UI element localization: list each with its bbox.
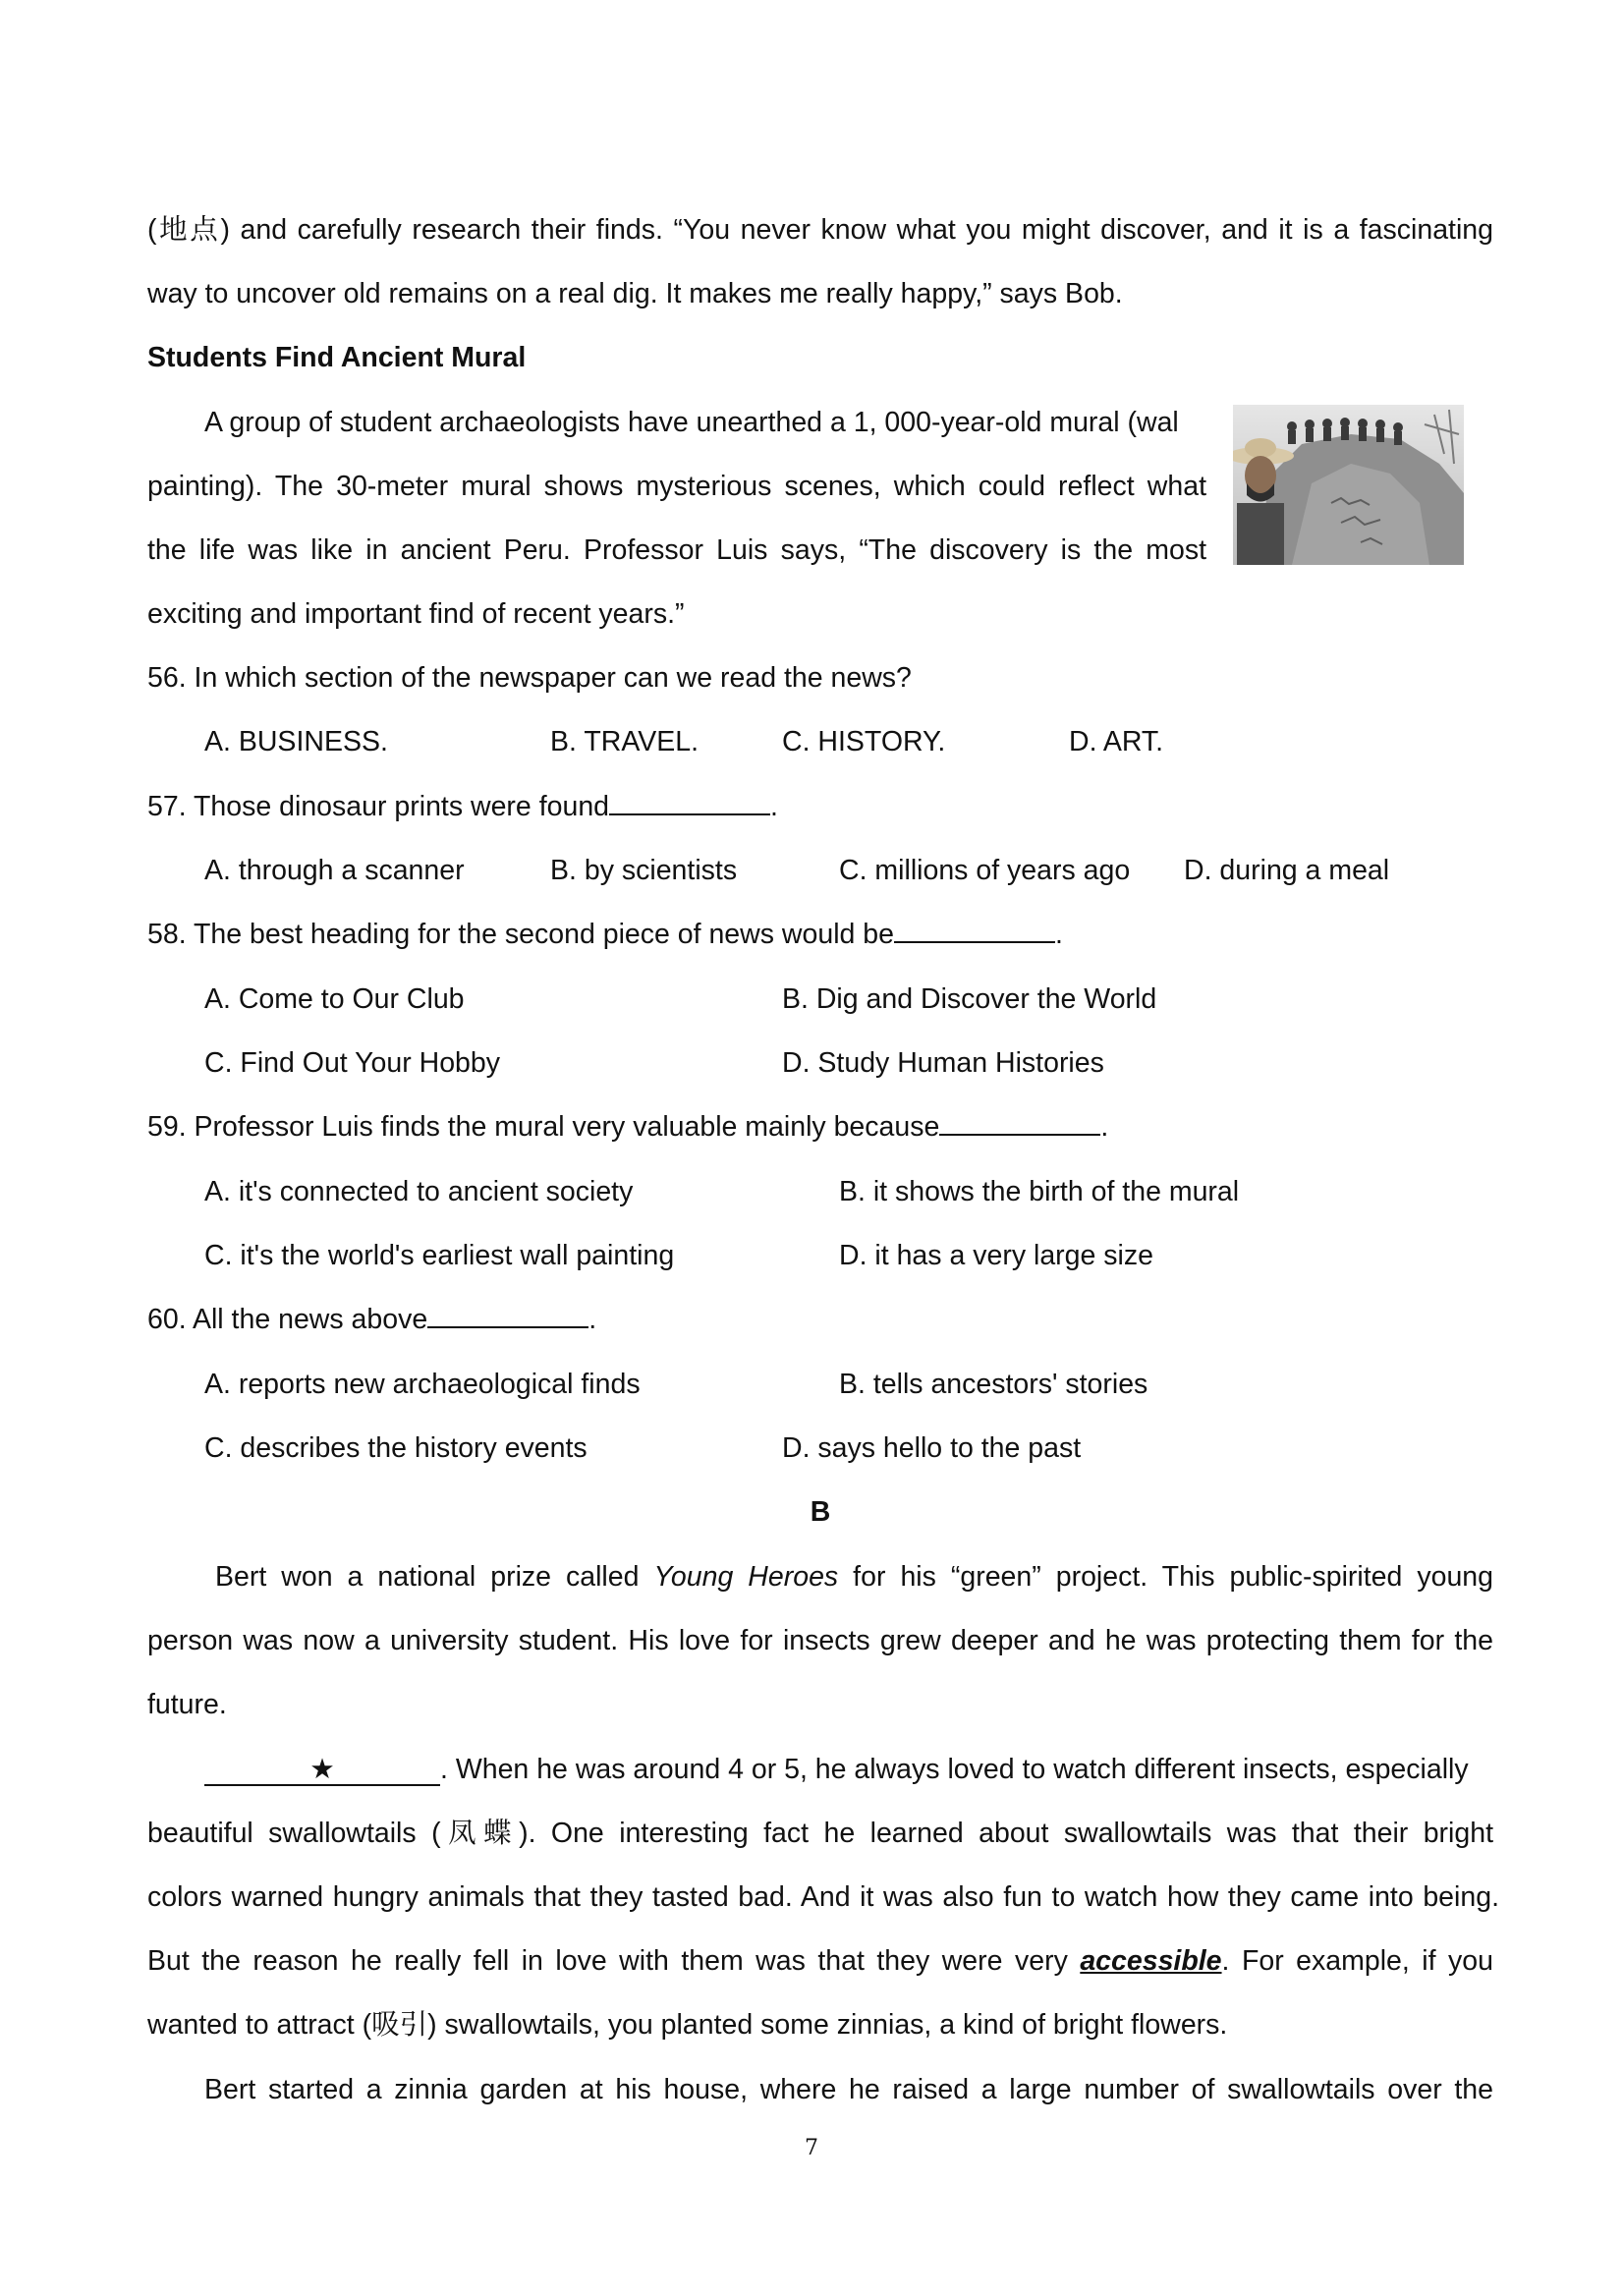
q57-option-c[interactable]: C. millions of years ago	[839, 855, 1131, 886]
question-stem-text: 57. Those dinosaur prints were found	[147, 791, 610, 822]
mural-photo	[1233, 405, 1464, 565]
text-run: But the reason he really fell in love with them was that they were very	[147, 1945, 1081, 1977]
q58-option-d[interactable]: D. Study Human Histories	[782, 1047, 1104, 1079]
q60-option-d[interactable]: D. says hello to the past	[782, 1432, 1082, 1464]
paragraph-line: way to uncover old remains on a real dig. It makes me really happy,” says Bob.	[147, 278, 1123, 309]
paragraph-line: wanted to attract (吸引) swallowtails, you planted some zinnias, a kind of bright flowers.	[147, 2009, 1228, 2041]
answer-blank[interactable]	[427, 1301, 588, 1328]
paragraph-line: colors warned hungry animals that they tasted bad. And it was also fun to watch how they came into being.	[147, 1881, 1499, 1913]
q56-option-d[interactable]: D. ART.	[1069, 726, 1164, 757]
paragraph-line: Bert started a zinnia garden at his house, where he raised a large number of swallowtails over the	[204, 2074, 1493, 2105]
q57-option-b[interactable]: B. by scientists	[550, 855, 738, 886]
question-stem-text: 59. Professor Luis finds the mural very valuable mainly because	[147, 1111, 940, 1143]
question-58-stem	[147, 915, 1493, 954]
paragraph-line	[147, 1941, 1493, 1981]
q58-option-b[interactable]: B. Dig and Discover the World	[782, 983, 1157, 1015]
paragraph-line: beautiful swallowtails (凤蝶). One interesting fact he learned about swallowtails was that their bright	[147, 1818, 1493, 1849]
q60-option-b[interactable]: B. tells ancestors' stories	[839, 1369, 1148, 1400]
star-answer-blank[interactable]	[204, 1755, 440, 1786]
paragraph-line	[204, 1750, 1493, 1789]
q57-option-a[interactable]: A. through a scanner	[204, 855, 465, 886]
answer-blank[interactable]	[939, 1108, 1100, 1136]
text-run: . When he was around 4 or 5, he always loved to watch different insects, especially	[440, 1754, 1469, 1785]
question-59-stem	[147, 1107, 1493, 1147]
question-60-stem	[147, 1300, 1493, 1339]
question-stem-end: .	[588, 1304, 597, 1335]
question-stem-text: 60. All the news above	[147, 1304, 428, 1335]
q59-option-a[interactable]: A. it's connected to ancient society	[204, 1176, 634, 1207]
q60-option-c[interactable]: C. describes the history events	[204, 1432, 588, 1464]
question-57-stem	[147, 787, 1493, 826]
text-run: . For example, if you	[1221, 1945, 1493, 1977]
page-number: 7	[805, 2136, 818, 2160]
paragraph-line: painting). The 30-meter mural shows mysterious scenes, which could reflect what	[147, 471, 1206, 502]
q56-option-b[interactable]: B. TRAVEL.	[550, 726, 700, 757]
q59-option-d[interactable]: D. it has a very large size	[839, 1240, 1153, 1271]
answer-blank[interactable]	[894, 916, 1055, 943]
question-stem-end: .	[1055, 919, 1063, 950]
q57-option-d[interactable]: D. during a meal	[1184, 855, 1390, 886]
paragraph-line: person was now a university student. His love for insects grew deeper and he was protecting them for the	[147, 1625, 1493, 1656]
underlined-word: accessible	[1080, 1945, 1222, 1977]
paragraph-line: A group of student archaeologists have unearthed a 1, 000-year-old mural (wal	[204, 407, 1179, 438]
answer-blank[interactable]	[609, 788, 770, 815]
question-stem-text: 58. The best heading for the second piece of news would be	[147, 919, 894, 950]
question-stem-end: .	[770, 791, 778, 822]
star-icon: ★	[309, 1754, 335, 1785]
q59-option-c[interactable]: C. it's the world's earliest wall painting	[204, 1240, 675, 1271]
text-run: for his “green” project. This public-spirited young	[838, 1561, 1494, 1593]
section-heading: Students Find Ancient Mural	[147, 342, 527, 373]
text-run: Bert won a national prize called	[215, 1561, 654, 1593]
section-b-label: B	[810, 1496, 831, 1528]
question-stem-end: .	[1100, 1111, 1109, 1143]
paragraph-line: (地点) and carefully research their finds. “You never know what you might discover, and it is a fascinating	[147, 214, 1493, 246]
paragraph-line: future.	[147, 1689, 227, 1720]
paragraph-line: exciting and important find of recent years.”	[147, 598, 685, 630]
q59-option-b[interactable]: B. it shows the birth of the mural	[839, 1176, 1240, 1207]
paragraph-line: the life was like in ancient Peru. Professor Luis says, “The discovery is the most	[147, 534, 1206, 566]
prize-name: Young Heroes	[653, 1561, 839, 1593]
q56-option-c[interactable]: C. HISTORY.	[782, 726, 946, 757]
question-stem-text: 56. In which section of the newspaper can we read the news?	[147, 662, 912, 694]
q60-option-a[interactable]: A. reports new archaeological finds	[204, 1369, 641, 1400]
paragraph-line	[215, 1557, 1493, 1596]
q58-option-c[interactable]: C. Find Out Your Hobby	[204, 1047, 501, 1079]
question-56-stem	[147, 658, 1493, 698]
q56-option-a[interactable]: A. BUSINESS.	[204, 726, 388, 757]
q58-option-a[interactable]: A. Come to Our Club	[204, 983, 465, 1015]
